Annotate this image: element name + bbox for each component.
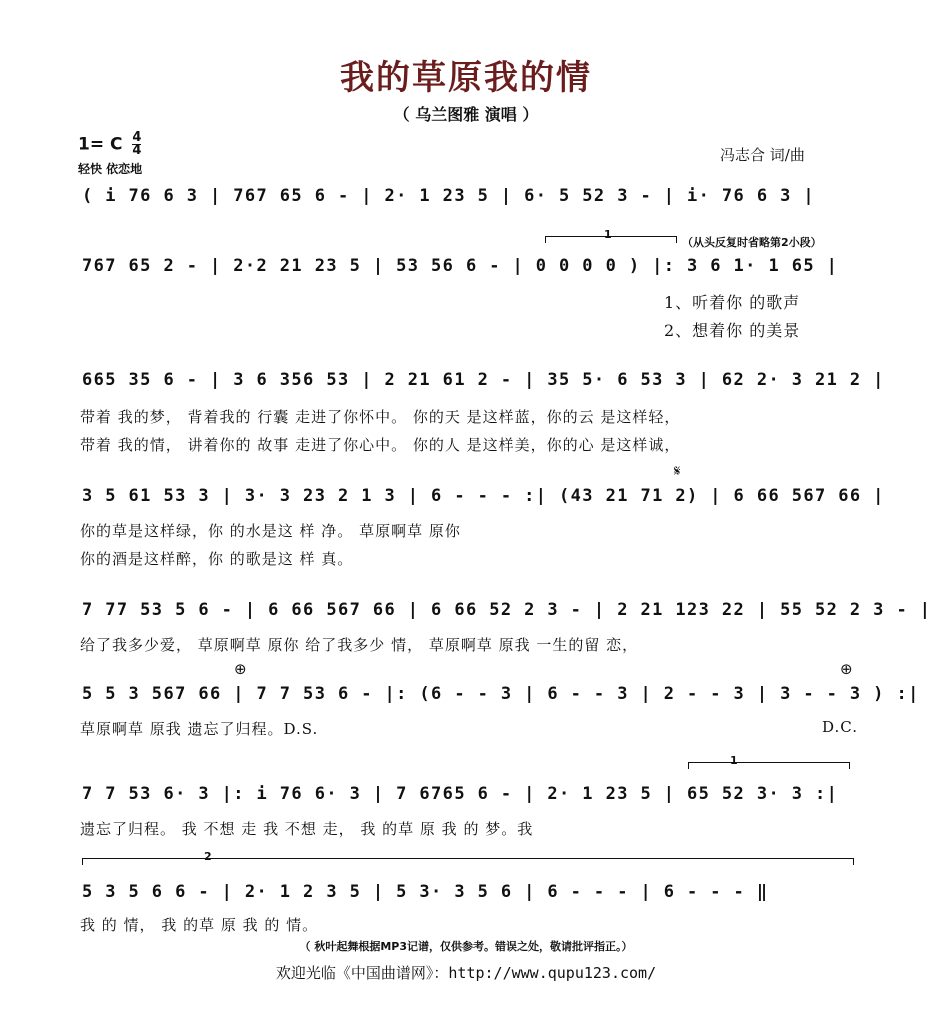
- notation-row-4: 3 5 61 53 3 | 3· 3 23 2 1 3 | 6 - - - :| (43 21 71 2) | 6 66 567 66 |: [82, 486, 885, 506]
- site-credit: 欢迎光临《中国曲谱网》：http://www.qupu123.com/: [275, 964, 657, 982]
- coda-icon-end: ⊕: [840, 660, 853, 678]
- lyric-row-3a: 带着 我的梦， 背着我的 行囊 走进了你怀中。 你的天 是这样蓝，你的云 是这样轻，: [80, 408, 681, 426]
- transcription-note: （ 秋叶起舞根据MP3记谱，仅供参考。错误之处，敬请批评指正。）: [299, 940, 633, 953]
- segno-icon: 𝄋: [674, 462, 681, 480]
- notation-row-6: 5 5 3 567 66 | 7 7 53 6 - |: (6 - - 3 | 6 - - 3 | 2 - - 3 | 3 - - 3 ) :|: [82, 684, 920, 704]
- time-top: 4: [132, 130, 142, 145]
- volta-bracket-2: [688, 762, 850, 769]
- notation-row-3: 665 35 6 - | 3 6 356 53 | 2 21 61 2 - | 35 5· 6 53 3 | 62 2· 3 21 2 |: [82, 370, 885, 390]
- notation-row-7: 7 7 53 6· 3 |: i 76 6· 3 | 7 6765 6 - | 2· 1 23 5 | 65 52 3· 3 :|: [82, 784, 839, 804]
- notation-row-2: 767 65 2 - | 2·2 21 23 5 | 53 56 6 - | 0 0 0 0 ) |: 3 6 1· 1 65 |: [82, 256, 839, 276]
- volta-number: 1: [604, 228, 612, 241]
- composer-credit: 冯志合 词/曲: [720, 146, 805, 164]
- lyric-row-8a: 我 的 情， 我 的草 原 我 的 情。: [80, 916, 319, 934]
- coda-icon: ⊕: [234, 660, 247, 678]
- volta-number-2: 1: [730, 754, 738, 767]
- lyric-row-4a: 你的草是这样绿，你 的水是这 样 净。 草原啊草 原你: [80, 522, 461, 540]
- notation-row-1: ( i 76 6 3 | 767 65 6 - | 2· 1 23 5 | 6· 5 52 3 - | i· 76 6 3 |: [82, 186, 815, 206]
- key-label: 1= C: [78, 134, 123, 155]
- lyric-row-6a: 草原啊草 原我 遗忘了归程。D.S.: [80, 720, 319, 738]
- singer-credit: （ 乌兰图雅 演唱 ）: [393, 105, 539, 124]
- lyric-row-7a: 遗忘了归程。 我 不想 走 我 不想 走， 我 的草 原 我 的 梦。我: [80, 820, 534, 838]
- song-title: 我的草原我的情: [340, 58, 592, 98]
- lyric-row-2a: 1、听着你 的歌声: [664, 293, 801, 312]
- lyric-row-3b: 带着 我的情， 讲着你的 故事 走进了你心中。 你的人 是这样美，你的心 是这样诚，: [80, 436, 681, 454]
- notation-row-5: 7 77 53 5 6 - | 6 66 567 66 | 6 66 52 2 3 - | 2 21 123 22 | 55 52 2 3 - |: [82, 600, 932, 620]
- lyric-row-4b: 你的酒是这样醉，你 的歌是这 样 真。: [80, 550, 354, 568]
- tempo-marking: 轻快 依恋地: [78, 162, 143, 176]
- dc-marking: D.C.: [822, 718, 858, 736]
- lyric-row-5a: 给了我多少爱， 草原啊草 原你 给了我多少 情， 草原啊草 原我 一生的留 恋，: [80, 636, 639, 654]
- notation-row-8: 5 3 5 6 6 - | 2· 1 2 3 5 | 5 3· 3 5 6 | 6 - - - | 6 - - - ‖: [82, 882, 769, 902]
- key-signature: [78, 132, 141, 157]
- time-bottom: 4: [132, 143, 142, 158]
- time-signature: [132, 132, 141, 157]
- lyric-row-2b: 2、想着你 的美景: [664, 321, 801, 340]
- volta-bracket-3: [82, 858, 854, 865]
- repeat-note: （从头反复时省略第2小段）: [682, 236, 822, 249]
- volta-number-3: 2: [204, 850, 212, 863]
